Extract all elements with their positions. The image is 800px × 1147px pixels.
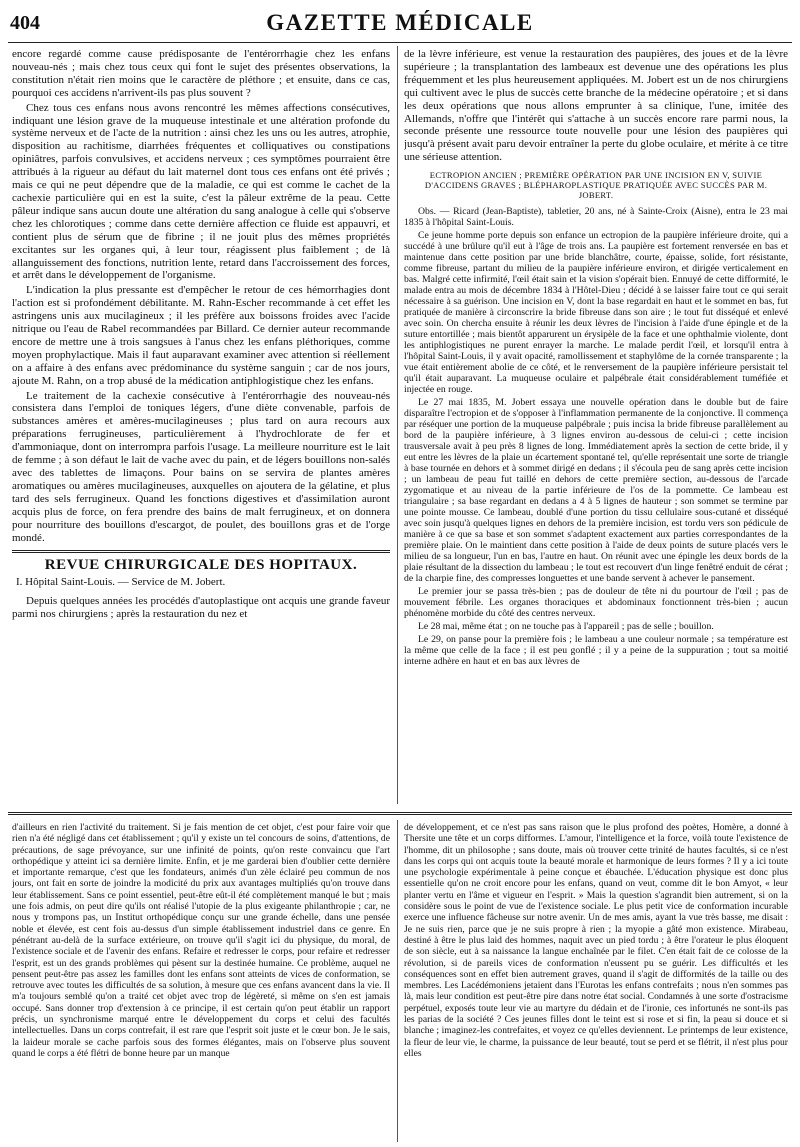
observation-paragraph: Le premier jour se passa très-bien ; pas de douleur de tête ni du pourtour de l'œil ; pas de mouvement fébrile. Les organes thoraciques et abdominaux fonctionnent très-bien ; aucun phénomène morbide du côté des centres nerveux. xyxy=(404,586,788,620)
header-rule xyxy=(8,42,792,43)
feuilleton-text: de développement, et ce n'est pas sans raison que le plus profond des poètes, Homère, a donné à Thersite une tête et un corps difformes. L'amour, l'intelligence et la force, voilà toute l'existence de l'homme, dit un philosophe ; sans doute, mais où trouver cette trinité de hautes facultés, si ce n'est dans les corps qui ont acquis toute la beauté morale et harmonique de leurs formes ? Il y a ici toute une psychologie expérimentale à peine conçue et ébauchée. L'éducation physique est donc plus essentielle qu'on ne croit encore pour les enfans, quand on veut, comme dit le bon Amyot, « leur planter vertu en l'âme et vigueur en l'esprit. » Mais la question s'agrandit bien autrement, si on la considère sous le point de vue de l'existence sociale. Le plus petit vice de conformation incurable exerce une influence fâcheuse sur notre avenir. Un de mes amis, ayant la vue très basse, me disait : Je ne suis rien, parce que je ne suis propre à rien ; la myopie a gâté mon existence. Mirabeau, destiné à être le plus laid des hommes, naquit avec un pied tordu ; à être l'orateur le plus éloquent de son siècle, eut à sa naissance la langue enchaînée par le filet. C'en était fait de ce colosse de la révolution, si de pareils vices de conformation n'eussent pu se guérir. Les difficultés et les conséquences sont en effet bien autrement graves, quand il s'agit de difformités de la taille ou des membres. Les Lacédémoniens jetaient dans l'Eurotas les enfans contrefaits ; nous n'en sommes pas là, mais leur condition est peut-être pire dans notre état social. Condamnés à une sorte d'ostracisme perpétuel, exposés toute leur vie au martyre du dédain et de l'ironie, ces infortunés ne sont-ils pas les parias de la société ? Ces jeunes filles dont le teint est si rose et si fin, la peau si douce et si blanche ; imaginez-les contrefaites, et voyez ce qu'elles deviennent. Le printemps de leur existence, la fleur de leur vie, le charme, la puissance de leur beauté, tout se perd et se flétrit, il n'est plus pour elles xyxy=(404,822,788,1059)
right-column xyxy=(404,48,788,806)
section-subtitle: I. Hôpital Saint-Louis. — Service de M. Jobert. xyxy=(16,576,226,589)
right-intro: de la lèvre inférieure, est venue la restauration des paupières, des joues et de la lèvre supérieure ; la transplantation des lambeaux est devenue une des opérations les plus fréquemment et les plus heureusement appliquées. M. Jobert est un de nos chirurgiens qui cultivent avec le plus de succès cette branche de la médecine opératoire ; et si dans les deux opérations que nous allons emprunter à sa clinique, l'une, imitée des Allemands, n'offre que l'intérêt qui s'attache à un succès encore rare parmi nous, la seconde présente une ressource toute nouvelle pour une lésion des paupières qui jusqu'à présent avait paru devoir entraîner la perte du globe oculaire, et mérite à ce titre une sérieuse attention. xyxy=(404,48,788,164)
column-divider-top xyxy=(397,46,398,804)
observation-paragraph: Le 29, on panse pour la première fois ; le lambeau a une couleur normale ; sa température est la même que celle de la face ; il est peu gonflé ; il y a peine de la suppuration ; tout sa moitié interne adhère en haut et en bas aux lèvres de xyxy=(404,634,788,668)
section-title: REVUE CHIRURGICALE DES HOPITAUX. xyxy=(44,557,358,574)
feuilleton-left xyxy=(12,822,390,1144)
feuilleton-right xyxy=(404,822,788,1144)
left-paragraph: Chez tous ces enfans nous avons rencontré les mêmes affections consécutives, indiquant une lésion grave de la muqueuse intestinale et une altération profonde du système nerveux et de l'acte de la nutrition : ainsi chez les uns ou les autres, atrophie, disposition au rachitisme, diarrhées fréquentes et colliquatives ou constipations opiniâtres, parfois convulsives, et accidens nerveux ; ces symptômes pourraient être attribués à la rigueur au défaut du lait maternel dont tous ces enfans ont été privés ; mais ce qui ne peut dépendre que de la maladie, ce qui est comme le cachet de la cachexie particulière qui en est la suite, c'est la pâleur extrême de la peau. Cette pâleur indique sans aucun doute une altération du sang analogue à celle qui s'observe chez les chlorotiques ; comme dans cette dernière affection ce fluide est appauvri, et contient plus de sérum que de fibrine ; il ne jouit plus des mêmes propriétés excitantes sur les organes qui, à leur tour, réagissent plus faiblement ; de là allanguissement des fonctions, nutrition lente, retard dans l'accroissement des forces, et arrêt dans le développement de l'organisme. xyxy=(12,101,390,282)
feuilleton-text: d'ailleurs en rien l'activité du traitement. Si je fais mention de cet objet, c'est pour faire voir que rien n'a été négligé dans cet établissement ; qu'il y existe un tel concours de soins, d'attentions, de précautions, de sage prévoyance, sur une infinité de points, qu'on reste convaincu que l'art orthopédique y atteint ici sa dernière limite. Enfin, et je me garderai bien d'oublier cette dernière et importante remarque, c'est que les fondateurs, animés d'un zèle éclairé peu commun de nos jours, ont fait en sorte de joindre la modicité du prix aux avantages multipliés qu'on trouve dans leur établissement. Sans ce point essentiel, peut-être eût-il été complètement manqué le but ; mais une fois admis, on peut dire qu'ils ont réalisé l'utopie de la plus exigeante philanthropie ; car, ne nous y trompons pas, un Institut orthopédique conçu sur une grande échelle, dans une pensée noble et élevée, est cent fois au-dessus d'un simple établissement industriel dans ce genre. En pénétrant au-delà de la surface extérieure, on trouve qu'il s'agit ici du physique, du moral, de l'existence sociale et de l'avenir des enfans. Refaire et redresser le corps, pour refaire et redresser l'esprit, est un des grands problèmes qui pèsent sur la destinée humaine. Ce problème, auquel ne pensent peut-être pas assez les familles dont les enfans sont atteints de vices de conformation, se retrouve avec toutes les difficultés de sa solution, à mesure que ces enfans avancent dans la vie. Il m'a toujours semblé qu'on a traité cet objet avec trop de légèreté, si même on s'en est jamais occupé. Sans donner trop d'extension à ce principe, il est certain qu'on peut établir un rapport précis, un synchronisme marqué entre le développement du corps et celui des facultés intellectuelles. Dans un corps contrefait, il est rare que l'esprit soit juste et le cœur bon. Je le sais, la laideur morale se cache parfois sous des formes élégantes, mais on l'observe plus souvent quand le corps a été flétri de bonne heure par un manque xyxy=(12,822,390,1059)
observation-paragraph: Obs. — Ricard (Jean-Baptiste), tabletier, 20 ans, né à Sainte-Croix (Aisne), entra le 23 mai 1835 à l'hôpital Saint-Louis. xyxy=(404,206,788,229)
left-paragraph: Le traitement de la cachexie consécutive à l'entérorrhagie des nouveau-nés consistera dans l'emploi de toniques légers, d'une diète convenable, parfois de substances amères et amères-mucilagineuses ; plus tard on aura recours aux préparations ferrugineuses, particulièrement à l'hydrochlorate de fer et d'ammoniaque, dont on interrompra parfois l'usage. La meilleure nourriture est le lait de femme ; à son défaut le lait de vache avec du pain, et de légers bouillons non-salés avec des tablettes de limaçons. Pour bains on se servira de plantes amères aromatiques ou amères mucilagineuses, auxquelles on ajoutera de la gélatine, et plus tard des sels ferrugineux. Quand les fonctions digestives et d'assimilation auront acquis plus de force, on fera prendre des bains de malt ferrugineux, et on donnera pour nourriture des bouillons d'escargot, de poulet, des bouillons gras et de l'orge mondé. xyxy=(12,389,390,544)
left-paragraph: encore regardé comme cause prédisposante de l'entérorrhagie chez les enfans nouveau-nés ; mais chez tous ceux qui font le sujet des présentes observations, la constitution n'était rien moins que le caractère de pléthore ; et ensuite, dans ce cas, pourquoi ces accidens n'arrivent-ils pas plus souvent ? xyxy=(12,48,390,99)
observation-paragraph: Ce jeune homme porte depuis son enfance un ectropion de la paupière inférieure droite, qui a succédé à une brûlure qu'il eut à l'âge de trois ans. La paupière est fortement renversée en bas et maintenue dans cette position par une bride blanchâtre, courte, épaisse, solide, fort résistante, comme fibreuse, partant du milieu de la paupière inférieure environ, et dirigée verticalement en bas. Malgré cette infirmité, l'œil était sain et la vision s'opérait bien. Ennuyé de cette difformité, le malade entra au mois de décembre 1834 à l'Hôtel-Dieu ; décidé à se laisser faire tout ce qui serait nécessaire à sa guérison. Une incision en V, dont la base regardait en haut et le sommet en bas, fut pratiquée de manière à circonscrire la bride fibreuse dans son aire ; le tout fut disséqué et enlevé avec soin. On chercha ensuite à réunir les deux lèvres de l'incision à l'aide d'une épingle et de la suture entortillée ; mais bientôt apparurent un érysipèle de la face et une ophthalmie violente, dont les antiphlogistiques ne purent enrayer la marche. Le malade perdit l'œil, et lorsqu'il entra à l'hôpital Saint-Louis, il y avait opacité, ramollissement et staphylôme de la cornée transparente ; la vue était entièrement abolie de ce côté, et le renversement de la paupière inférieure persistait tel qu'il était auparavant. La muqueuse oculaire et palpébrale était considérablement tuméfiée et injectée en rouge. xyxy=(404,230,788,396)
observation-paragraph: Le 28 mai, même état ; on ne touche pas à l'appareil ; pas de selle ; bouillon. xyxy=(418,621,714,633)
case-heading: ECTROPION ANCIEN ; PREMIÈRE OPÉRATION PAR UNE INCISION EN V, SUIVIE D'ACCIDENS GRAVES ; BLÉPHAROPLASTIQUE PRATIQUÉE AVEC SUCCÈS PAR M. JOBERT. xyxy=(424,170,768,201)
journal-title: GAZETTE MÉDICALE xyxy=(266,10,534,35)
feuilleton-rule xyxy=(8,812,792,815)
section-paragraph: Depuis quelques années les procédés d'autoplastique ont acquis une grande faveur parmi nos chirurgiens ; après la restauration du nez et xyxy=(12,595,390,621)
left-column xyxy=(12,48,390,806)
page-number: 404 xyxy=(10,12,40,34)
column-divider-bottom xyxy=(397,820,398,1142)
left-paragraph: L'indication la plus pressante est d'empêcher le retour de ces hémorrhagies dont l'action est si profondément débilitante. M. Rahn-Escher recommande à cet effet les astringens unis aux mucilagineux ; il les préfère aux boissons froides avec l'acide nitrique ou l'eau de Rabel recommandées par Billard. Ce dernier auteur recommande encore de mettre une à trois sangsues à l'anus chez les enfans pléthoriques, comme moyen prophylactique. Mais il faut auparavant examiner avec attention si réellement on a affaire à des enfans avec prédominance du système sanguin ; car de nos jours, ajoute M. Rahn, on a trop abusé de la médication antiphlogistique chez les enfans. xyxy=(12,284,390,387)
section-rule xyxy=(12,550,390,553)
page-header xyxy=(0,0,800,40)
observation-paragraph: Le 27 mai 1835, M. Jobert essaya une nouvelle opération dans le double but de faire disparaître l'ectropion et de s'opposer à l'inflammation permanente de la conjonctive. Il commença par réséquer une portion de la muqueuse palpébrale ; puis incisa la bride fibreuse parallèlement au bord de la paupière inférieure, à 3 lignes environ au-dessous de celui-ci ; cette incision trausversale avait à peu près 8 lignes de long. Immédiatement après la section de cette bride, il y eut entre les lèvres de la plaie un écartement spontané tel, qu'elle représentait une sorte de triangle à base tournée en dehors et à sommet dirigé en dedans ; il s'écoula peu de sang après cette incision ; un lambeau de peau fut taillé en dehors de cette première section, au-dessous de l'arcade zygomatique et au niveau de la partie inférieure de l'os de la pommette. Ce lambeau est triangulaire ; sa base regardant en dedans a 4 à 5 lignes de hauteur ; son sommet se termine par une pointe mousse. Ce lambeau, doublé d'une portion du tissu cellulaire sous-cutané et disséqué avec soin jusqu'à quelques lignes en dehors de la première incision, est tordu vers son pédicule de manière à ce que sa base et son sommet s'adaptent exactement aux parties correspondantes de la première plaie. On le maintient dans cette position à l'aide de deux points de suture placés vers le milieu de sa longueur, l'un en bas, l'autre en haut. On réunit avec une épingle les deux bords de la plaie résultant de la dissection du lambeau ; le tout est recouvert d'un linge fenêtré enduit de cérat ; de la charpie fine, des compresses longuettes et une bande servent à achever le pansement. xyxy=(404,397,788,585)
